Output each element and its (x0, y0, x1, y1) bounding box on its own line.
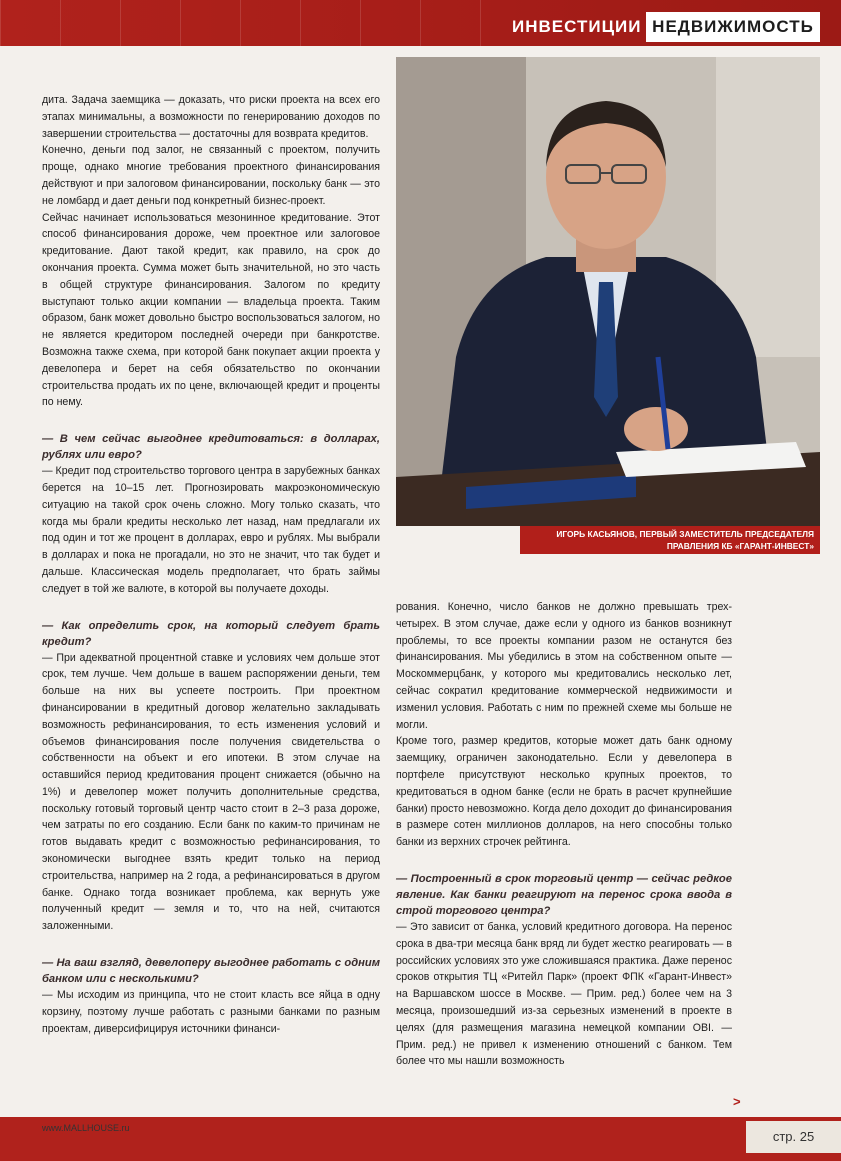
section-label-real-estate: НЕДВИЖИМОСТЬ (646, 12, 820, 42)
interview-answer: — Это зависит от банка, условий кредитного договора. На перенос срока в два-три месяца банк вряд ли будет жестко реагировать — в российских условиях это уже сложившаяся практика. Даже перенос сроков открытия ТЦ «Ритейл Парк» (проект ФПК «Гарант-Инвест» на Варшавском шоссе в Москве. — Прим. ред.) более чем на 3 месяца, произошедший из-за серьезных изменений в проекте в целях (для размещения магазина немецкой компании OBI. — Прим. ред.) не привел к изменению отношений с банком. Тем более что мы нашли возможность (396, 920, 732, 1068)
paragraph: Конечно, деньги под залог, не связанный с проектом, получить проще, однако многие требования проектного финансирования действуют и при залоговом финансировании, поскольку банк — это не ломбард и дает деньги под конкретный бизнес-проект. (42, 144, 380, 207)
portrait-photo (396, 57, 820, 526)
paragraph: Кроме того, размер кредитов, которые может дать банк одному заемщику, ограничен законодательно. Если у девелопера в портфеле присутствуют несколько крупных проектов, то кредитоваться в одном банке (если не брать в расчет крупнейшие банки) просто невозможно. Когда дело доходит до финансирования в размере сотен миллионов долларов, на него способны только банки из верхних строчек рейтинга. (396, 735, 732, 849)
paragraph: дита. Задача заемщика — доказать, что риски проекта на всех его этапах минимальны, а возможности по генерированию доходов по завершении строительства — достаточны для возврата кредитов. (42, 94, 380, 140)
interview-question: — На ваш взгляд, девелоперу выгоднее работать с одним банком или с несколькими? (42, 957, 380, 986)
paragraph: Сейчас начинает использоваться мезонинное кредитование. Этот способ финансирования дороже, чем проектное или залоговое кредитование. Дают такой кредит, как правило, на срок до окончания проекта. Сумма может быть значительной, но это часть в общей структуре финансирования. Залогом по кредиту выступают только акции компании — владельца проекта. Таким образом, банк может довольно быстро воспользоваться залогом, но не является кредитором последней очереди при банкротстве. Возможна также схема, при которой банк покупает акции проекта у девелопера и берет на себя обязательство по окончании строительства продать их по цене, включающей кредит и проценты по нему. (42, 211, 380, 409)
interview-answer: — Кредит под строительство торгового центра в зарубежных банках берется на 10–15 лет. Прогнозировать макроэкономическую ситуацию на такой срок очень сложно. Могу только сказать, что когда мы брали кредиты несколько лет назад, нам предлагали их под один и тот же процент в долларах, евро и рублях. Мы выбрали в долларах и пока не прогадали, но это не значит, что так будет и дальше. Классическая модель предполагает, что брать займы следует в той же валюте, в которой вы получаете доходы. (42, 465, 380, 595)
interview-question: — В чем сейчас выгоднее кредитоваться: в долларах, рублях или евро? (42, 433, 380, 462)
footer-url: www.MALLHOUSE.ru (42, 1123, 130, 1133)
left-article-column (42, 92, 380, 1037)
section-label-investments: ИНВЕСТИЦИИ (512, 17, 642, 36)
right-article-column (396, 599, 732, 1070)
interview-question: — Как определить срок, на который следует брать кредит? (42, 619, 380, 648)
page-number: стр. 25 (746, 1121, 841, 1153)
interview-answer: — При адекватной процентной ставке и условиях чем дольше этот срок, тем лучше. Чем дольше в вашем распоряжении деньги, тем больше на них вы успеете построить. При проектном финансировании в кредитный договор желательно закладывать возможность рефинансирования, то есть изменения условий и объемов финансирования после получения свидетельства о собственности на объект и его ипотеки. В этом случае на оставшийся период кредитования процент снижается (обычно на 1%) и девелопер может получить дополнительные средства, поскольку готовый торговый центр часто стоит в 2–3 раза дороже, чем затраты по его созданию. Если банк по каким-то причинам не готов выдавать кредит с возможностью рефинансирования, то экономически выгоднее взять кредит только на период строительства, например на 2 года, а рефинансироваться в другом банке. Однако тогда возникает проблема, как вернуть уже полученный кредит — земля и то, что на ней, считаются заложенными. (42, 651, 380, 933)
continue-arrow-icon: > (733, 1094, 741, 1109)
photo-caption: ИГОРЬ КАСЬЯНОВ, ПЕРВЫЙ ЗАМЕСТИТЕЛЬ ПРЕДСЕДАТЕЛЯ ПРАВЛЕНИЯ КБ «ГАРАНТ-ИНВЕСТ» (520, 526, 820, 554)
interview-question: — Построенный в срок торговый центр — сейчас редкое явление. Как банки реагируют на перенос срока ввода в строй торгового центра? (396, 872, 732, 917)
interview-answer: — Мы исходим из принципа, что не стоит класть все яйца в одну корзину, поэтому лучше работать с разными банками по разным проектам, диверсифицируя источники финанси- (42, 989, 380, 1035)
paragraph: рования. Конечно, число банков не должно превышать трех-четырех. В этом случае, даже если у одного из банков возникнут проблемы, то все проекты компании разом не останутся без финансирования. Мы убедились в этом на собственном опыте — Москоммерцбанк, у которого мы кредитовались несколько лет, сейчас сократил кредитование коммерческой недвижимости и изменил условия. Работать с ним по прежней схеме мы больше не могли. (396, 601, 732, 731)
